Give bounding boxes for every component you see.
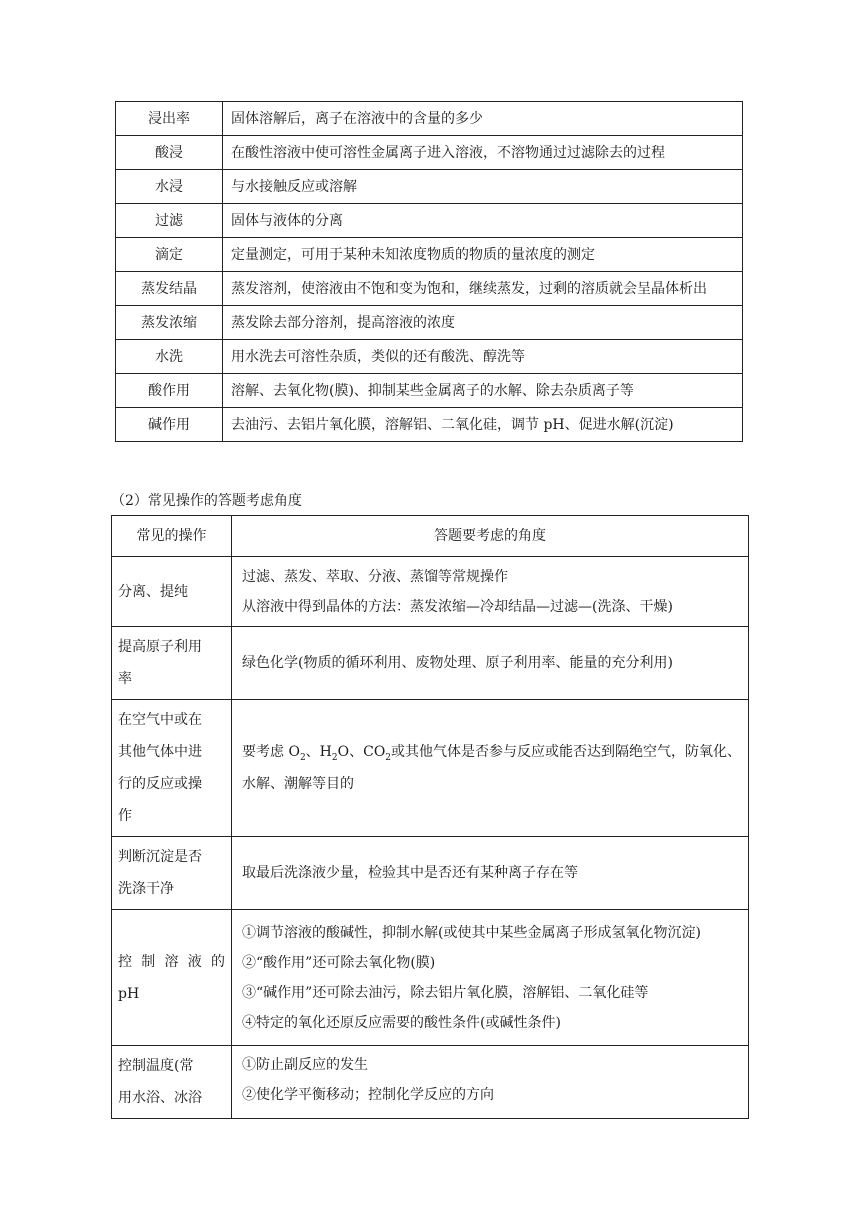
- op-text: 在空气中或在: [118, 712, 202, 728]
- op-text: 率: [118, 671, 132, 687]
- description-cell: 用水洗去可溶性杂质，类似的还有酸洗、醇洗等: [223, 340, 743, 374]
- section-heading: （2）常见操作的答题考虑角度: [111, 493, 302, 509]
- op-char: 控: [118, 953, 132, 970]
- angle-text: ②使化学平衡移动；控制化学反应的方向: [242, 1087, 494, 1103]
- description-cell: 与水接触反应或溶解: [223, 170, 743, 204]
- operations-table: [111, 515, 749, 1119]
- table-row: [116, 136, 743, 170]
- op-char: 溶: [164, 953, 179, 970]
- term-cell: 碱作用: [116, 408, 223, 442]
- term-cell: 酸作用: [116, 374, 223, 408]
- description-cell: 固体与液体的分离: [223, 204, 743, 238]
- op-text: 作: [118, 808, 132, 824]
- angle-cell: [232, 700, 749, 837]
- op-text-justified: [118, 946, 225, 978]
- description-cell: 蒸发除去部分溶剂，提高溶液的浓度: [223, 306, 743, 340]
- op-text: pH: [118, 985, 140, 1002]
- op-cell: [112, 627, 232, 700]
- description-cell: 定量测定，可用于某种未知浓度物质的物质的量浓度的测定: [223, 238, 743, 272]
- table-row: [116, 408, 743, 442]
- table-row: [112, 557, 749, 627]
- description-cell: 溶解、去氧化物(膜)、抑制某些金属离子的水解、除去杂质离子等: [223, 374, 743, 408]
- op-text: 行的反应或操: [118, 776, 202, 792]
- term-cell: 蒸发浓缩: [116, 306, 223, 340]
- header-row: [112, 516, 749, 557]
- angle-text: ③“碱作用”还可除去油污，除去铝片氧化膜，溶解铝、二氧化硅等: [242, 984, 649, 1001]
- term-cell: 酸浸: [116, 136, 223, 170]
- subscript: 2: [385, 753, 392, 763]
- op-text: 判断沉淀是否: [118, 849, 202, 865]
- op-cell: [112, 910, 232, 1046]
- op-text: 控制温度(常: [118, 1058, 194, 1074]
- angle-text: 过滤、蒸发、萃取、分液、蒸馏等常规操作: [242, 568, 508, 585]
- angle-text: 绿色化学(物质的循环利用、废物处理、原子利用率、能量的充分利用): [242, 655, 673, 671]
- table-row: [116, 204, 743, 238]
- table-row: [116, 272, 743, 306]
- term-cell: 过滤: [116, 204, 223, 238]
- angle-text: ②“酸作用”还可除去氧化物(膜): [242, 954, 436, 971]
- op-text: 其他气体中进: [118, 744, 202, 760]
- angle-part: 或其他气体是否参与反应或能否达到隔绝空气，防氧化、: [391, 744, 742, 760]
- description-cell: 去油污、去铝片氧化膜，溶解铝、二氧化硅，调节 pH、促进水解(沉淀): [223, 408, 743, 442]
- table-row: [116, 170, 743, 204]
- op-text: 提高原子利用: [118, 639, 202, 655]
- table-row: [116, 340, 743, 374]
- table-row: [112, 837, 749, 910]
- term-cell: 浸出率: [116, 102, 223, 136]
- angle-cell: [232, 557, 749, 627]
- table-row: [116, 374, 743, 408]
- op-cell: [112, 700, 232, 837]
- table-row: [112, 1046, 749, 1119]
- table-row: [116, 306, 743, 340]
- table-row: [112, 700, 749, 837]
- angle-part: 、H: [305, 744, 332, 760]
- op-cell: [112, 837, 232, 910]
- table-row: [112, 627, 749, 700]
- angle-part: O、CO: [337, 744, 386, 760]
- header-angle: 答题要考虑的角度: [232, 516, 749, 557]
- angle-cell: [232, 910, 749, 1046]
- angle-text: 取最后洗涤液少量，检验其中是否还有某种离子存在等: [242, 865, 578, 881]
- angle-text: ①调节溶液的酸碱性，抑制水解(或使其中某些金属离子形成氢氧化物沉淀): [242, 924, 701, 941]
- op-text: 分离、提纯: [118, 583, 188, 600]
- op-text: 洗涤干净: [118, 881, 174, 897]
- term-cell: 滴定: [116, 238, 223, 272]
- angle-cell: [232, 627, 749, 700]
- term-cell: 蒸发结晶: [116, 272, 223, 306]
- description-cell: 固体溶解后，离子在溶液中的含量的多少: [223, 102, 743, 136]
- header-operation: 常见的操作: [112, 516, 232, 557]
- angle-cell: [232, 837, 749, 910]
- term-cell: 水洗: [116, 340, 223, 374]
- subscript: 2: [299, 753, 306, 763]
- table-row: [112, 910, 749, 1046]
- angle-text: ①防止副反应的发生: [242, 1057, 368, 1073]
- op-char: 制: [141, 953, 156, 970]
- description-cell: 在酸性溶液中使可溶性金属离子进入溶液，不溶物通过过滤除去的过程: [223, 136, 743, 170]
- op-char: 液: [187, 953, 202, 970]
- angle-text: ④特定的氧化还原反应需要的酸性条件(或碱性条件): [242, 1014, 561, 1031]
- op-text: 用水浴、冰浴: [118, 1090, 202, 1106]
- op-cell: [112, 1046, 232, 1119]
- angle-part: 要考虑 O: [242, 744, 300, 760]
- description-cell: 蒸发溶剂，使溶液由不饱和变为饱和，继续蒸发，过剩的溶质就会呈晶体析出: [223, 272, 743, 306]
- angle-text: 从溶液中得到晶体的方法：蒸发浓缩—冷却结晶—过滤—(洗涤、干燥): [242, 598, 673, 615]
- angle-text: 水解、潮解等目的: [242, 776, 354, 792]
- term-cell: 水浸: [116, 170, 223, 204]
- subscript: 2: [331, 753, 338, 763]
- op-cell: [112, 557, 232, 627]
- table-row: [116, 238, 743, 272]
- table-row: [116, 102, 743, 136]
- angle-text: [242, 737, 742, 769]
- angle-cell: [232, 1046, 749, 1119]
- op-char: 的: [211, 953, 225, 970]
- terms-table: [115, 101, 743, 442]
